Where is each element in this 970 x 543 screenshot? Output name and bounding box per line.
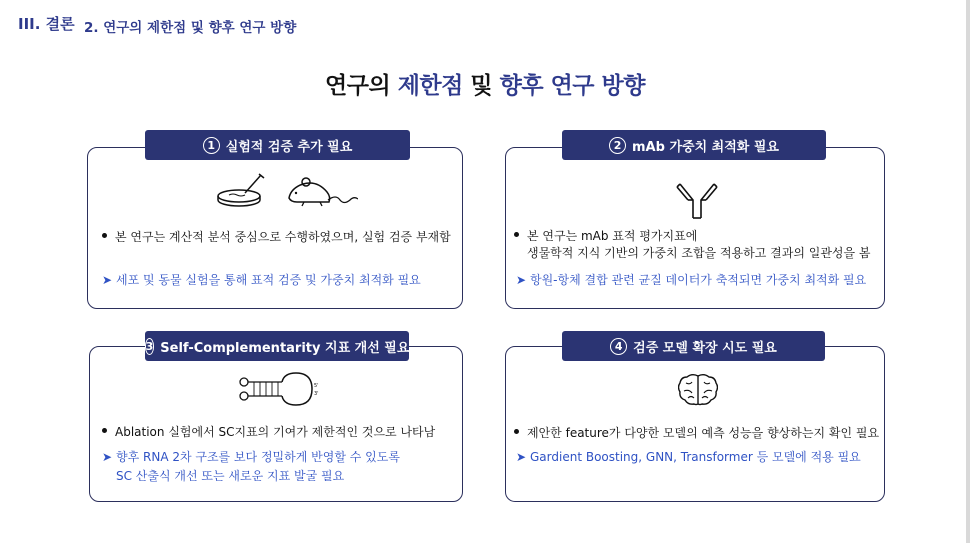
- card-3-arrow-line-2: SC 산출식 개선 또는 새로운 지표 발굴 필요: [116, 469, 345, 483]
- card-1-arrow: [102, 271, 421, 290]
- rna-hairpin-icon: [238, 372, 320, 406]
- card-4-bullet: [514, 425, 879, 442]
- card-3-bullet-text: Ablation 실험에서 SC지표의 기여가 제한적인 것으로 나타남: [115, 425, 436, 439]
- card-4-bullet-text: 제안한 feature가 다양한 모델의 예측 성능을 향상하는지 확인 필요: [527, 426, 880, 440]
- page-title: [0, 67, 970, 100]
- card-4-badge: [562, 331, 825, 361]
- card-2-badge: [562, 130, 826, 160]
- card-4-arrow-text: Gardient Boosting, GNN, Transformer 등 모델에 적용 필요: [530, 450, 861, 464]
- petri-dish-icon: [213, 173, 269, 209]
- card-2-bullet-line-1: 본 연구는 mAb 표적 평가지표에: [527, 229, 698, 243]
- card-3-label: Self-Complementarity 지표 개선 필요: [160, 340, 410, 356]
- title-part2: 제한점: [397, 73, 463, 99]
- title-part4: 향후 연구 방향: [499, 73, 645, 99]
- mouse-icon: [284, 176, 358, 210]
- card-4-label: 검증 모델 확장 시도 필요: [633, 340, 777, 356]
- card-model-extension: [505, 346, 885, 502]
- svg-text:3': 3': [314, 391, 319, 397]
- bullet-dot: [102, 428, 107, 433]
- card-3-number: 3: [145, 339, 154, 353]
- card-3-arrow-line-1: 향후 RNA 2차 구조를 보다 정밀하게 반영할 수 있도록: [116, 450, 400, 464]
- card-4-arrow: [516, 448, 861, 467]
- card-1-label: 실험적 검증 추가 필요: [225, 139, 353, 155]
- title-part3: 및: [470, 73, 493, 99]
- arrow-icon: ➤: [516, 450, 527, 464]
- bullet-dot: [514, 232, 519, 237]
- card-2-arrow: [516, 271, 866, 290]
- brain-icon: [678, 373, 718, 407]
- arrow-icon: ➤: [102, 450, 113, 464]
- card-2-label: mAb 가중치 최적화 필요: [632, 139, 779, 155]
- card-3-bullet: [102, 424, 435, 441]
- card-2-arrow-text: 항원-항체 결합 관련 균질 데이터가 축적되면 가중치 최적화 필요: [530, 273, 867, 287]
- bullet-dot: [102, 233, 107, 238]
- card-2-bullet-line-2: 생물학적 지식 기반의 가중치 조합을 적용하고 결과의 일관성을 봄: [527, 246, 871, 260]
- section-label: III. 결론: [18, 15, 75, 33]
- arrow-icon: ➤: [516, 273, 527, 287]
- card-3-arrow: [102, 448, 400, 486]
- title-part1: 연구의: [325, 73, 391, 99]
- card-1-bullet-text: 본 연구는 계산적 분석 중심으로 수행하였으며, 실험 검증 부재함: [115, 230, 451, 244]
- card-3-badge: [145, 331, 409, 361]
- antibody-icon: [676, 176, 718, 220]
- arrow-icon: ➤: [102, 273, 113, 287]
- card-1-bullet: [102, 229, 451, 246]
- card-2-bullet: [514, 228, 871, 262]
- svg-text:5': 5': [314, 383, 319, 389]
- bullet-dot: [514, 429, 519, 434]
- subsection-label: 2. 연구의 제한점 및 향후 연구 방향: [84, 20, 297, 36]
- card-1-number: 1: [203, 137, 220, 154]
- card-2-number: 2: [609, 137, 626, 154]
- card-1-badge: [145, 130, 410, 160]
- card-4-number: 4: [610, 338, 627, 355]
- card-1-arrow-text: 세포 및 동물 실험을 통해 표적 검증 및 가중치 최적화 필요: [116, 273, 421, 287]
